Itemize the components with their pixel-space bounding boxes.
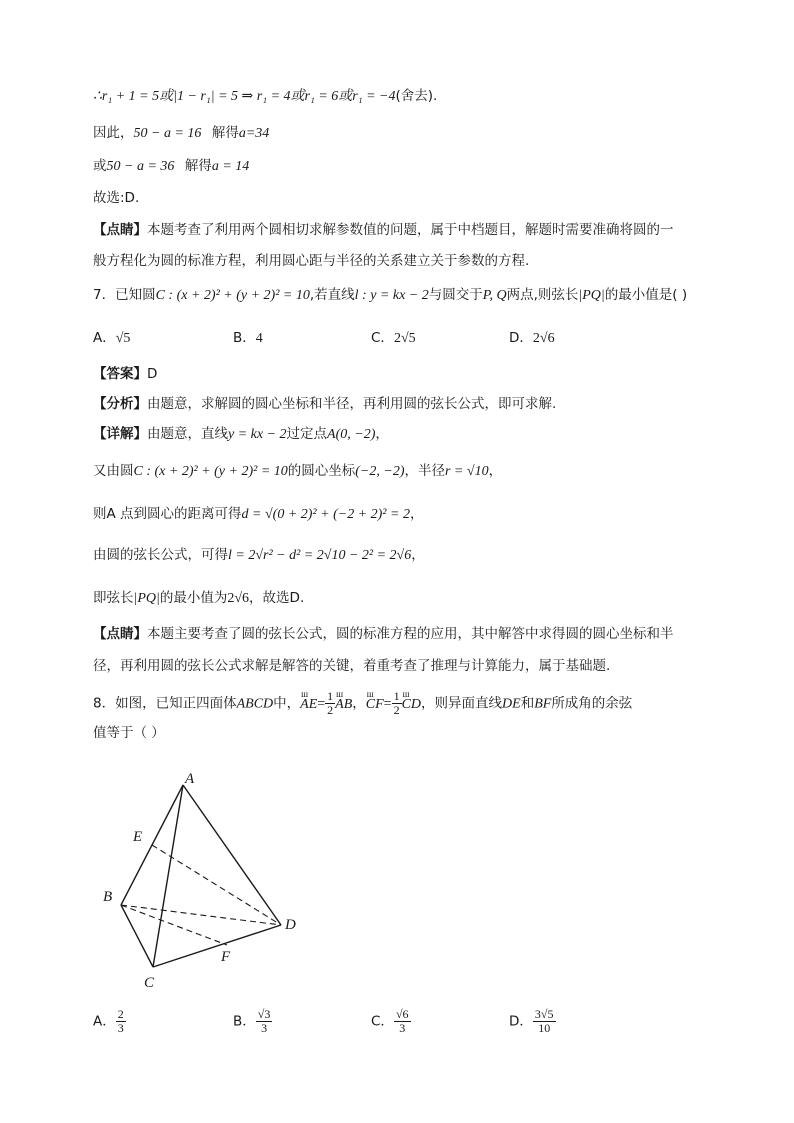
numerator: 1 <box>327 689 334 703</box>
question-8-stem <box>93 690 706 717</box>
text: 中， <box>273 695 301 712</box>
chord: |PQ| <box>578 288 605 303</box>
option-label: A． <box>93 1013 116 1030</box>
text: 所成角的余弦 <box>551 695 633 712</box>
comment7-line-2: 径，再利用圆的弦长公式求解是解答的关键，着重考查了推理与计算能力，属于基础题. <box>93 658 611 674</box>
comment-tag: 【点睛】 <box>93 626 147 642</box>
text: ， <box>409 506 424 522</box>
option-value: √5 <box>115 331 131 346</box>
denominator: 3 <box>117 1021 124 1035</box>
option-c[interactable] <box>371 1008 411 1035</box>
edge-ac <box>153 785 183 967</box>
text: 过定点 <box>286 426 328 442</box>
text: 8．如图，已知正四面体 <box>93 695 237 712</box>
option-c[interactable] <box>371 328 416 349</box>
option-value: 4 <box>255 331 263 346</box>
option-value <box>533 1008 556 1035</box>
tetrahedron-figure <box>95 765 315 995</box>
center: (−2, −2) <box>355 464 405 479</box>
question-8-stem-2: 值等于（ ） <box>93 725 165 741</box>
option-a[interactable] <box>93 1008 126 1035</box>
edge-cd <box>153 925 281 967</box>
label-e: E <box>133 829 143 845</box>
vector-cd: ш CD <box>402 695 421 715</box>
question-8-options <box>93 1008 706 1044</box>
option-value: 2√6 <box>532 331 555 346</box>
equation: l : y = kx − 2 <box>354 288 429 303</box>
result: a = 14 <box>211 159 250 174</box>
text: ，半径 <box>404 463 445 479</box>
vector-ab: ш AB <box>335 695 352 715</box>
text: 因此， <box>93 125 134 141</box>
numerator: 1 <box>393 689 400 703</box>
label-a: A <box>185 771 195 787</box>
option-d[interactable] <box>509 328 555 349</box>
radius: r = √10 <box>444 464 489 479</box>
equation: ∴r₁ + 1 = 5或|1 − r₁| = 5 ⇒ r₁ = 4或r₁ = 6或r₁ = −4 <box>93 89 396 104</box>
chord: |PQ| <box>133 591 160 606</box>
text: ， <box>411 547 425 563</box>
text: 即弦长 <box>93 590 134 606</box>
detail-line-1 <box>93 424 706 445</box>
question-7-stem <box>93 285 706 306</box>
option-label: C． <box>371 330 394 346</box>
text: 的最小值为 <box>159 590 228 606</box>
text: 和 <box>520 695 535 712</box>
text: ， <box>488 463 503 479</box>
option-label: B． <box>233 330 256 346</box>
vector-cf: ш CF <box>366 695 384 715</box>
equals: = <box>317 696 326 712</box>
denominator: 3 <box>399 1021 406 1035</box>
text: 解得 <box>184 158 212 174</box>
segment-de <box>152 845 281 925</box>
text: 7．已知圆 <box>93 287 156 303</box>
answer-tag: 【答案】 <box>93 366 147 382</box>
comment-line-2: 般方程化为圆的标准方程，利用圆心距与半径的关系建立关于参数的方程. <box>93 253 530 269</box>
analysis-tag: 【分析】 <box>93 396 147 412</box>
edge-ad <box>183 785 281 925</box>
option-value: 2√5 <box>393 331 416 346</box>
denominator: 3 <box>261 1021 268 1035</box>
edge-bd <box>121 905 281 925</box>
text: 两点,则弦长 <box>506 287 579 303</box>
text: ,若直线 <box>309 287 355 303</box>
detail-line-3 <box>93 504 706 525</box>
text: 由圆的弦长公式，可得 <box>93 547 228 563</box>
point: A(0, −2) <box>327 427 376 442</box>
solution-line-3 <box>93 156 706 177</box>
solution-line-4: 故选:D. <box>93 190 140 206</box>
numerator: √3 <box>257 1007 271 1021</box>
text: 又由圆 <box>93 463 134 479</box>
line-bf: BF <box>534 696 552 712</box>
fraction-half <box>392 690 402 717</box>
vector-ae: ш AE <box>300 695 317 715</box>
equation: 50 − a = 16 <box>133 126 202 141</box>
value: 2√6 <box>227 591 250 606</box>
option-b[interactable] <box>233 328 263 349</box>
denominator: 2 <box>393 703 400 717</box>
option-label: B． <box>233 1013 256 1030</box>
text: 的最小值是( ) <box>604 287 688 303</box>
denominator: 2 <box>327 703 334 717</box>
text: 或 <box>93 158 107 174</box>
comment-tag: 【点睛】 <box>93 222 147 238</box>
text: ，故选D. <box>249 590 305 606</box>
line-de: DE <box>502 696 521 712</box>
option-a[interactable] <box>93 328 130 349</box>
label-d: D <box>285 917 296 933</box>
option-value <box>256 1008 273 1035</box>
tetrahedron: ABCD <box>236 696 274 712</box>
edge-bc <box>121 905 153 967</box>
text: 解得 <box>211 125 239 141</box>
fraction-half <box>325 690 335 717</box>
text: 则A 点到圆心的距离可得 <box>93 506 242 522</box>
question-7-options <box>93 328 706 350</box>
denominator: 10 <box>538 1021 551 1035</box>
label-c: C <box>144 975 155 991</box>
equals: = <box>383 696 392 712</box>
comment7-line-1 <box>93 624 706 644</box>
equation: C : (x + 2)² + (y + 2)² = 10 <box>155 288 310 303</box>
equation: y = kx − 2 <box>228 427 287 442</box>
equation: 50 − a = 36 <box>106 159 175 174</box>
text: 本题主要考查了圆的弦长公式，圆的标准方程的应用，其中解答中求得圆的圆心坐标和半 <box>147 626 674 642</box>
detail-line-2 <box>93 461 706 482</box>
text: ，则异面直线 <box>421 695 503 712</box>
equation: d = √(0 + 2)² + (−2 + 2)² = 2 <box>241 507 410 522</box>
comment-line-1 <box>93 220 706 240</box>
text: 本题考查了利用两个圆相切求解参数值的问题，属于中档题目，解题时需要准确将圆的一 <box>147 222 674 238</box>
text: 由题意，直线 <box>147 426 228 442</box>
detail-tag: 【详解】 <box>93 426 147 442</box>
option-label: A． <box>93 330 116 346</box>
numerator: 2 <box>117 1007 124 1021</box>
option-label: D． <box>509 330 533 346</box>
segment-bf <box>121 905 227 945</box>
label-f: F <box>221 949 231 965</box>
option-label: D． <box>509 1013 533 1030</box>
option-label: C． <box>371 1013 394 1030</box>
text: ， <box>352 695 366 712</box>
equation: l = 2√r² − d² = 2√10 − 2² = 2√6 <box>228 548 412 563</box>
analysis-line <box>93 394 706 414</box>
text: 由题意，求解圆的圆心坐标和半径，再利用圆的弦长公式，即可求解. <box>147 396 557 412</box>
text: 的圆心坐标 <box>287 463 356 479</box>
option-b[interactable] <box>233 1008 272 1035</box>
equation: C : (x + 2)² + (y + 2)² = 10 <box>133 464 288 479</box>
text: (舍去). <box>395 88 438 104</box>
solution-line-1 <box>93 86 706 107</box>
option-value <box>394 1008 411 1035</box>
numerator: √6 <box>395 1007 409 1021</box>
detail-line-4 <box>93 545 706 566</box>
option-d[interactable] <box>509 1008 556 1035</box>
answer-line <box>93 364 706 384</box>
detail-line-5 <box>93 588 706 609</box>
option-value <box>116 1008 126 1035</box>
text: 与圆交于 <box>428 287 483 303</box>
text: ， <box>375 426 389 442</box>
label-b: B <box>103 889 113 905</box>
result: a=34 <box>238 126 270 141</box>
answer-value: D <box>147 366 158 382</box>
points: P, Q <box>482 288 507 303</box>
numerator: 3√5 <box>534 1007 554 1021</box>
solution-line-2 <box>93 123 706 144</box>
